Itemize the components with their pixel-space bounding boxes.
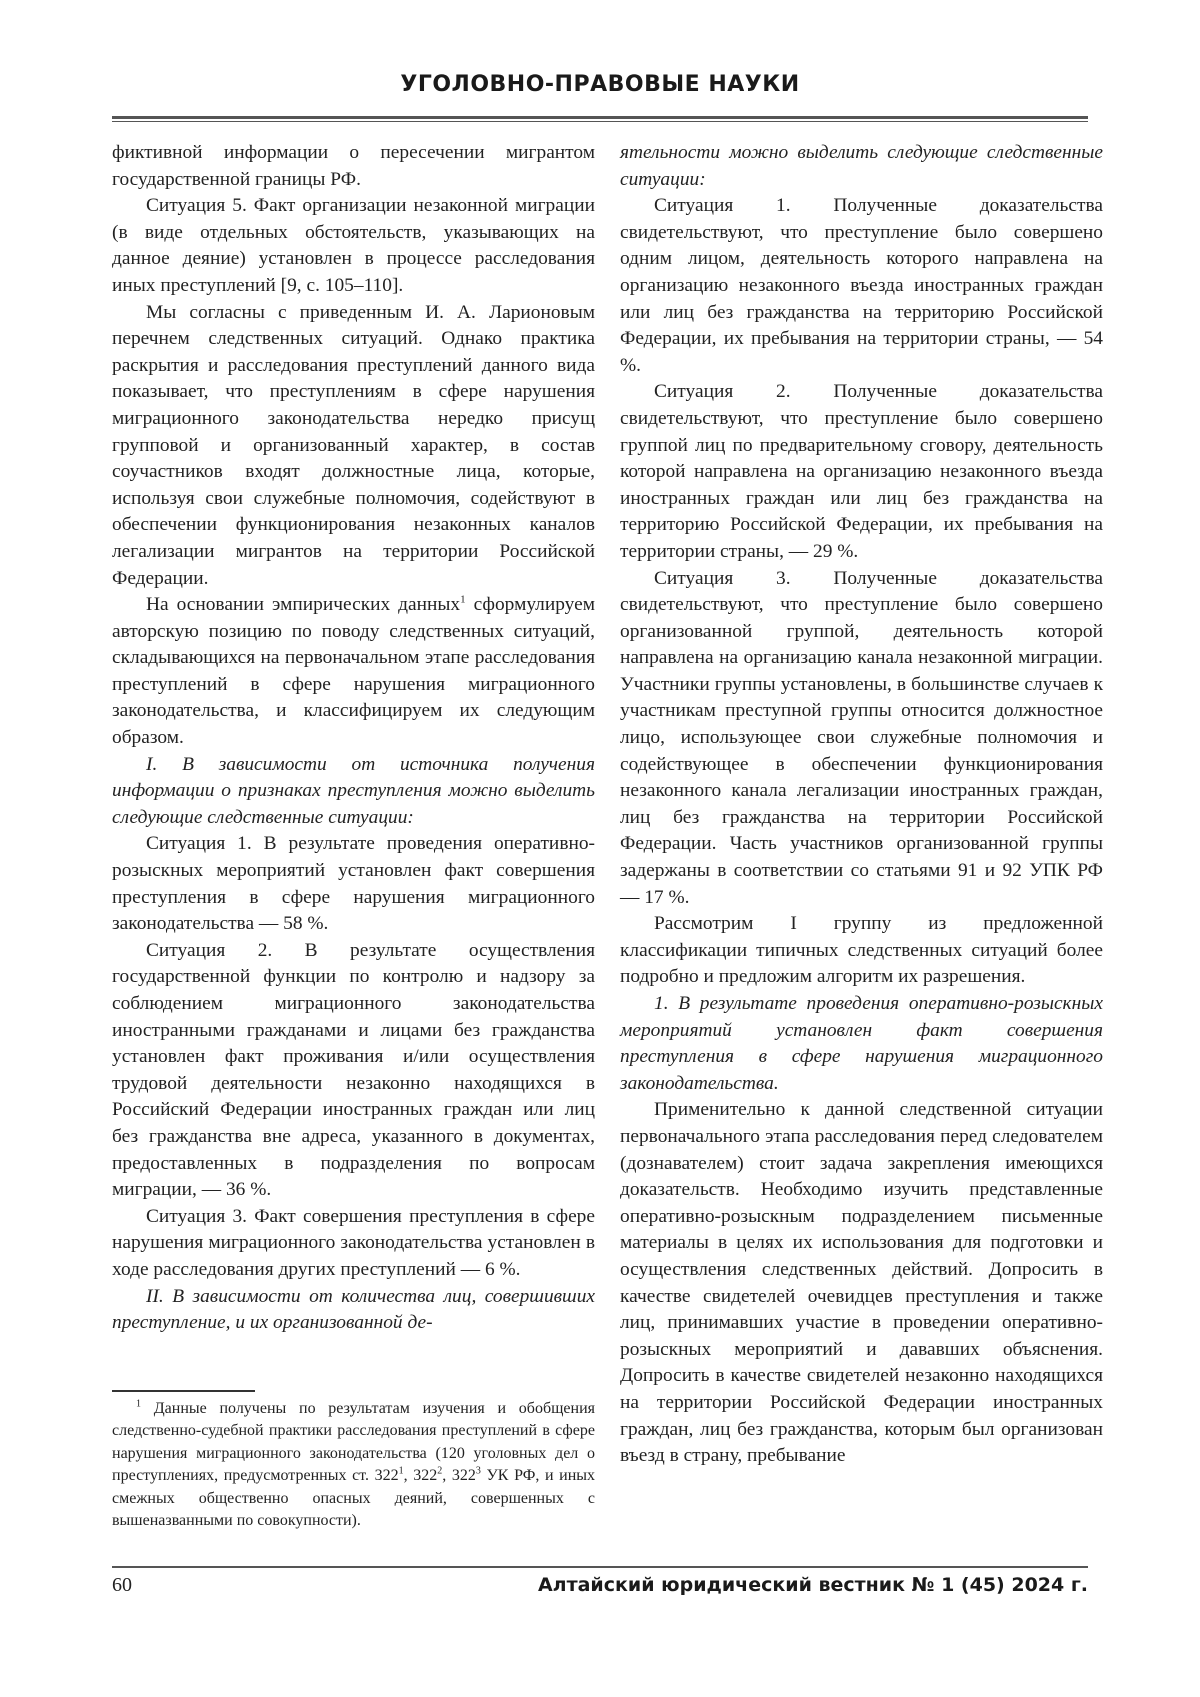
footnote-text: , 322 bbox=[403, 1467, 438, 1485]
paragraph: Ситуация 2. Полученные доказательства свидетельствуют, что преступление было совершено группой лиц по предварительному сговору, деятельность которой направлена на организацию незаконного въезда иностранных граждан или лиц без гражданства на территорию Российской Федерации, их пребывания на территории страны, — 29 %. bbox=[620, 381, 1103, 562]
paragraph-italic: 1. В результате проведения оперативно-розыскных мероприятий установлен факт совершения преступления в сфере нарушения миграционного законодательства. bbox=[620, 993, 1103, 1094]
paragraph: Ситуация 3. Полученные доказательства свидетельствуют, что преступление было совершено организованной группой, деятельность которой направлена на организацию канала незаконной миграции. Участники группы установлены, в большинстве случаев к участникам преступной группы относится должностное лицо, использующее свои служебные полномочия и содействующее в обеспечении функционирования незаконного канала легализации иностранных граждан, лиц без гражданства на территории Российской Федерации. Часть участников организованной группы задержаны в соответствии со статьями 91 и 92 УПК РФ — 17 %. bbox=[620, 567, 1103, 908]
paragraph-italic: II. В зависимости от количества лиц, совершивших преступление, и их организованной де- bbox=[112, 1285, 595, 1334]
paragraph: Применительно к данной следственной ситуации первоначального этапа расследования перед следователем (дознавателем) стоит задача закрепления имеющихся доказательств. Необходимо изучить представленные оперативно-розыскным подразделением письменные материалы в целях их использования для подготовки и осуществления следственных действий. Допросить в качестве свидетелей очевидцев преступления и также лиц, принимавших участие в проведении оперативно-розыскных мероприятий и дававших объяснения. Допросить в качестве свидетелей незаконно находящихся на территории Российской Федерации иностранных граждан, лиц без гражданства, которым был организован въезд в страну, пребывание bbox=[620, 1099, 1103, 1467]
superscript: 3 bbox=[475, 1465, 481, 1477]
left-column bbox=[112, 140, 595, 1337]
footnote-marker: 1 bbox=[136, 1398, 141, 1410]
footnote-text: Данные получены по результатам изучения и обобщения следственно-судебной практики расследования преступлений в сфере нарушения миграционного законодательства (120 уголовных дел о преступлениях, предусмотренных ст. 322 bbox=[112, 1400, 595, 1485]
paragraph: Ситуация 1. В результате проведения оперативно-розыскных мероприятий установлен факт совершения преступления в сфере нарушения миграционного законодательства — 58 %. bbox=[112, 833, 595, 935]
paragraph bbox=[112, 592, 595, 752]
footnote-ref[interactable]: 1 bbox=[460, 593, 466, 606]
paragraph: Ситуация 5. Факт организации незаконной миграции (в виде отдельных обстоятельств, указывающих на данное деяние) установлен в процессе расследования иных преступлений [9, с. 105–110]. bbox=[112, 195, 595, 296]
footer-rule bbox=[112, 1566, 1088, 1568]
paragraph: Рассмотрим I группу из предложенной классификации типичных следственных ситуаций более подробно и предложим алгоритм их разрешения. bbox=[620, 913, 1103, 988]
text-span: На основании эмпирических данных bbox=[146, 594, 461, 616]
header-rule bbox=[112, 116, 1088, 119]
paragraph: Ситуация 2. В результате осуществления государственной функции по контролю и надзору за соблюдением миграционного законодательства иностранными гражданами и лицами без гражданства установлен факт проживания и/или осуществления трудовой деятельности незаконно находящихся в Российский Федерации иностранных граждан или лиц без гражданства вне адреса, указанного в документах, предоставленных в подразделения по вопросам миграции, — 36 %. bbox=[112, 939, 595, 1201]
paragraph: Ситуация 3. Факт совершения преступления в сфере нарушения миграционного законодательства установлен в ходе расследования других преступлений — 6 %. bbox=[112, 1205, 595, 1280]
superscript: 2 bbox=[437, 1465, 443, 1477]
running-header-title: УГОЛОВНО-ПРАВОВЫЕ НАУКИ bbox=[400, 72, 800, 97]
page-number: 60 bbox=[112, 1574, 132, 1596]
right-column bbox=[620, 140, 1103, 1470]
paragraph-italic: I. В зависимости от источника получения информации о признаках преступления можно выделить следующие следственные ситуации: bbox=[112, 753, 595, 828]
footnote bbox=[112, 1398, 595, 1532]
footnote-text: УК РФ, и иных смежных общественно опасных деяний, совершенных с вышеназванными по совокупности). bbox=[112, 1467, 596, 1530]
footnote-rule bbox=[112, 1390, 255, 1392]
paragraph: Ситуация 1. Полученные доказательства свидетельствуют, что преступление было совершено одним лицом, деятельность которого направлена на организацию незаконного въезда иностранных граждан или лиц без гражданства на территорию Российской Федерации, их пребывания на территории страны, — 54 %. bbox=[620, 195, 1103, 376]
footnote-text: , 322 bbox=[442, 1467, 476, 1485]
superscript: 1 bbox=[398, 1465, 404, 1477]
paragraph: Мы согласны с приведенным И. А. Ларионовым перечнем следственных ситуаций. Однако практика раскрытия и расследования преступлений данного вида показывает, что преступлениям в сфере нарушения миграционного законодательства нередко присущ групповой и организованный характер, в состав соучастников входят должностные лица, которые, используя свои служебные полномочия, содействуют в обеспечении функционирования незаконных каналов легализации мигрантов на территории Российской Федерации. bbox=[112, 301, 595, 589]
paragraph: фиктивной информации о пересечении мигрантом государственной границы РФ. bbox=[112, 142, 595, 190]
journal-title: Алтайский юридический вестник № 1 (45) 2024 г. bbox=[537, 1574, 1088, 1596]
header-rule-thin bbox=[112, 121, 1088, 122]
text-span: сформулируем авторскую позицию по поводу следственных ситуаций, складывающихся на первоначальном этапе расследования преступлений в сфере нарушения миграционного законодательства, и классифицируем их следующим образом. bbox=[112, 594, 595, 749]
paragraph-italic: ятельности можно выделить следующие следственные ситуации: bbox=[620, 142, 1103, 190]
